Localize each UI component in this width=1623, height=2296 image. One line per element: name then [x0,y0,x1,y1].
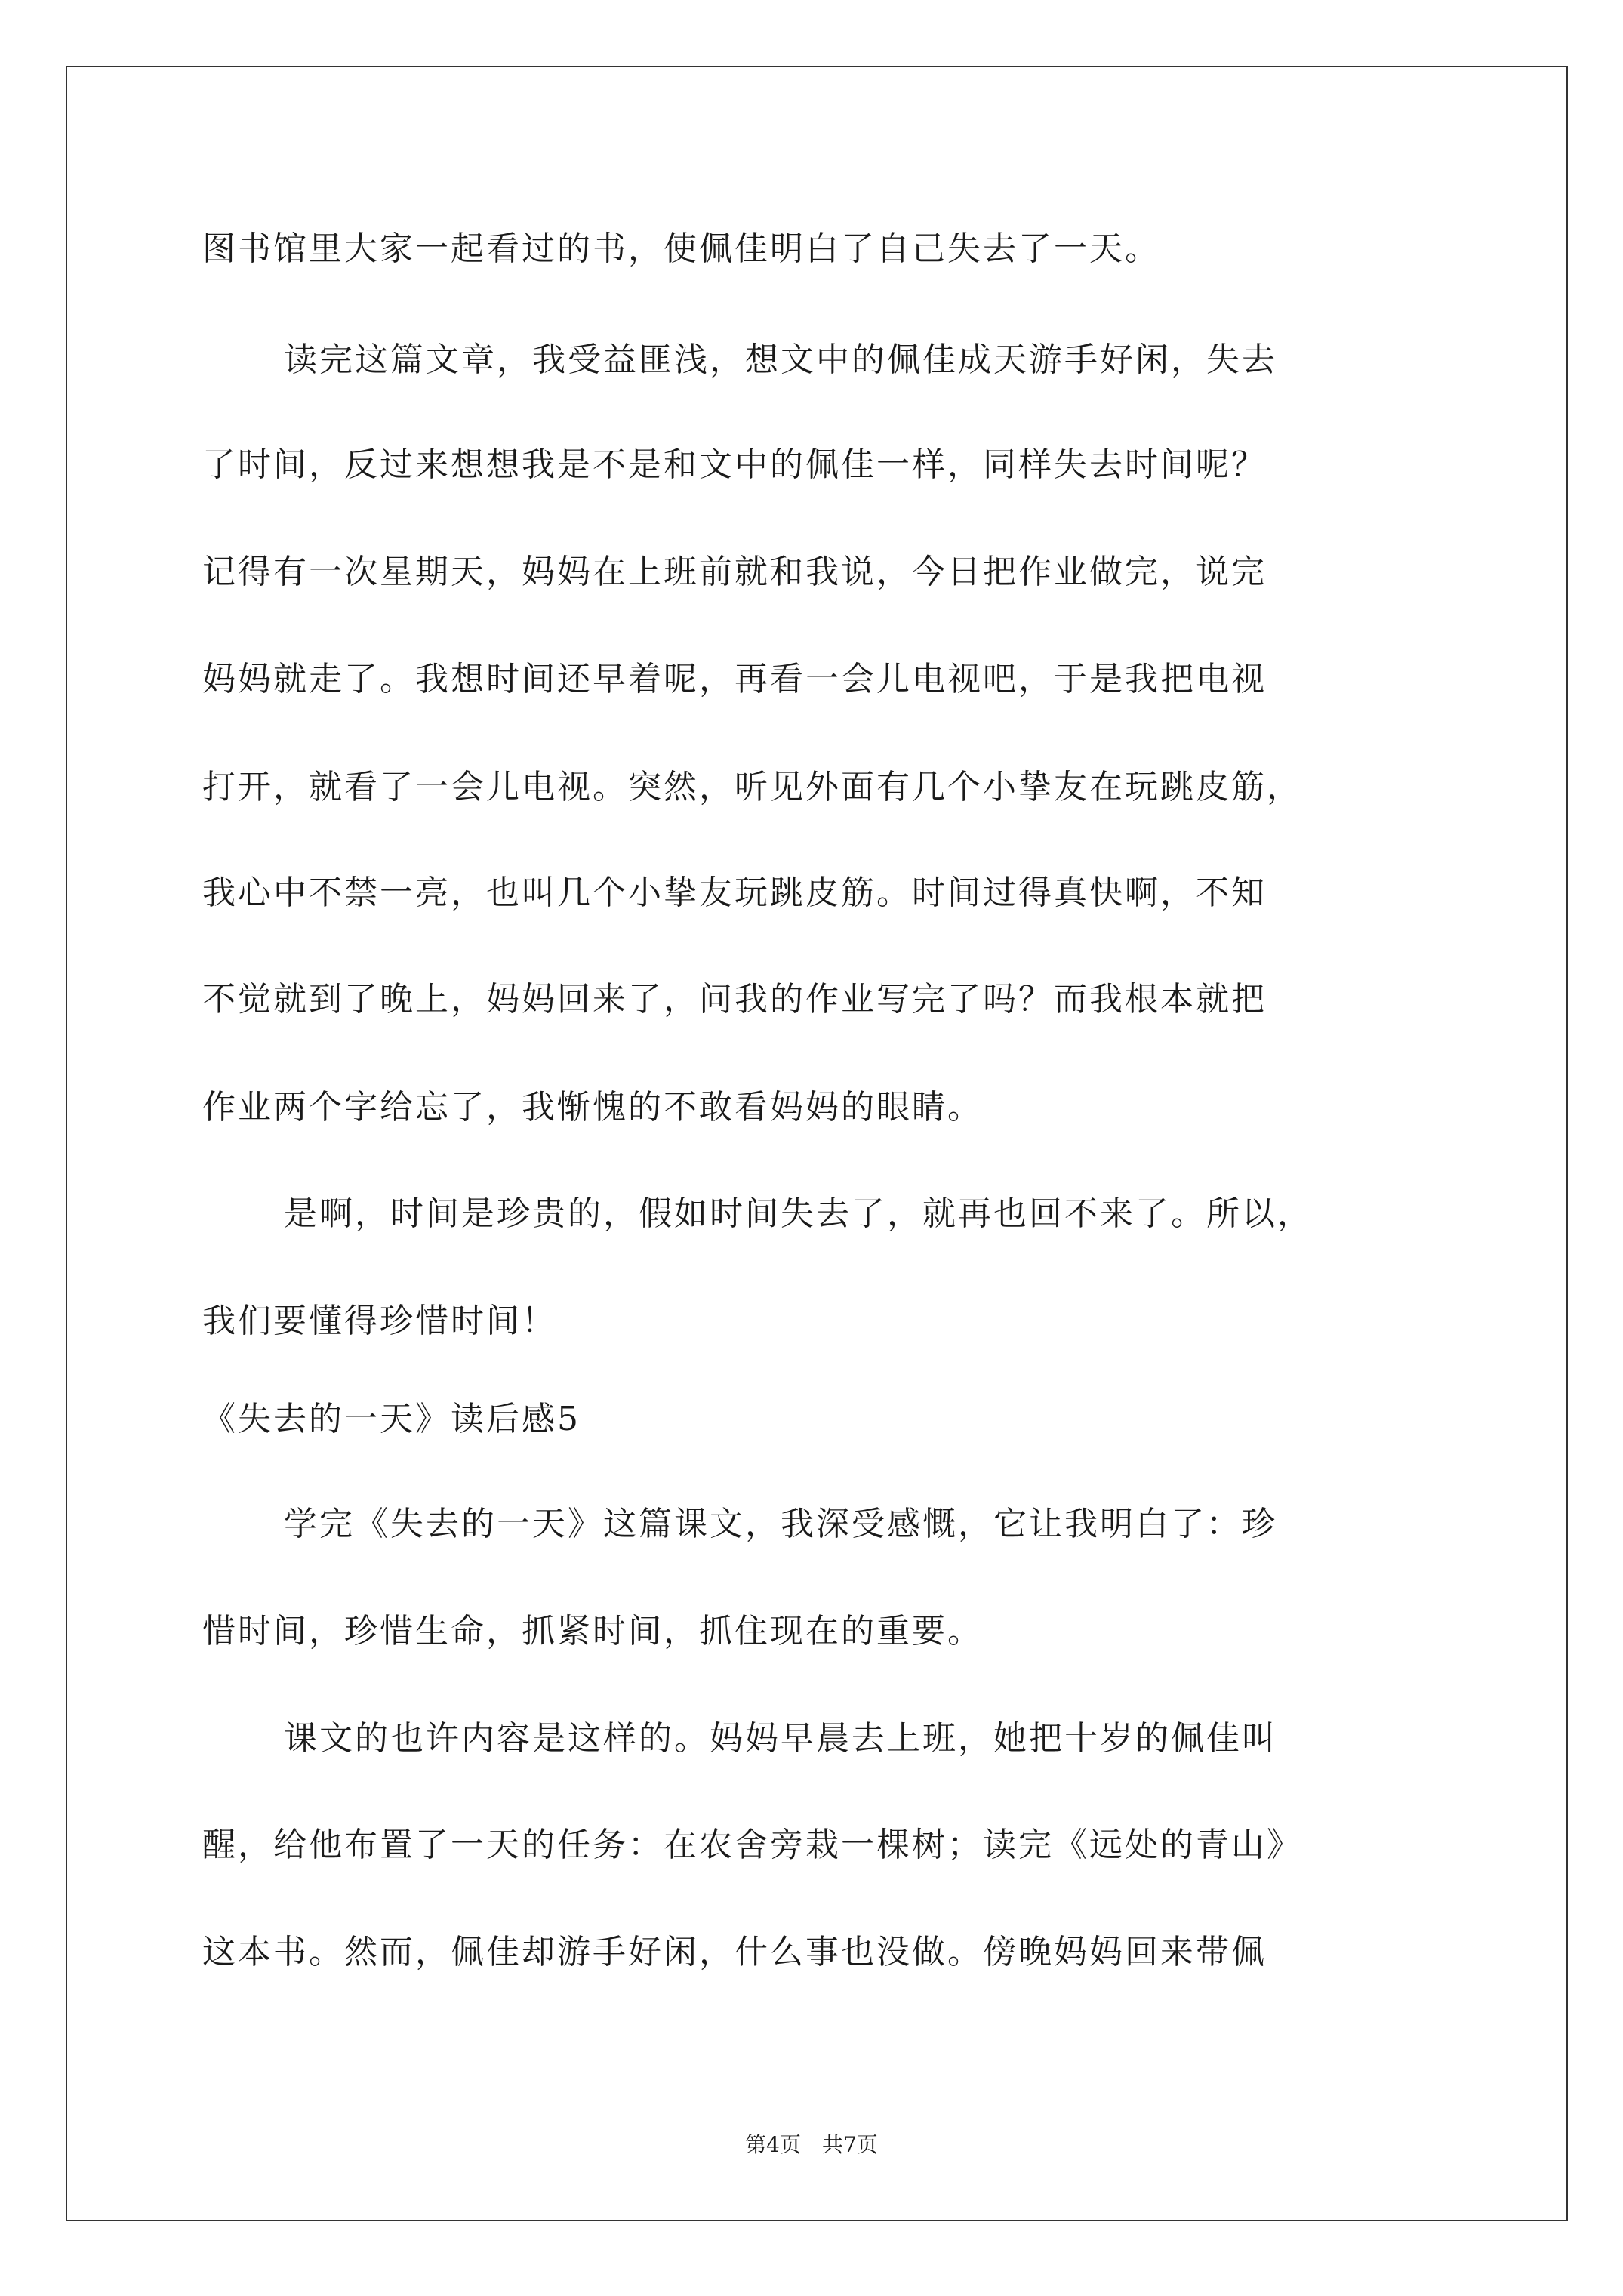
text-line: 不觉就到了晚上，妈妈回来了，问我的作业写完了吗？而我根本就把 [202,980,1267,1019]
text-line: 了时间，反过来想想我是不是和文中的佩佳一样，同样失去时间呢？ [202,445,1267,484]
text-line: 醒，给他布置了一天的任务：在农舍旁栽一棵树；读完《远处的青山》 [202,1826,1302,1864]
text-line: 我心中不禁一亮，也叫几个小挚友玩跳皮筋。时间过得真快啊，不知 [202,874,1267,912]
page-footer: 第4页 共7页 [745,2132,878,2157]
paragraph-first-line: 是啊，时间是珍贵的，假如时间失去了，就再也回不来了。所以， [284,1194,1313,1233]
text-line: 图书馆里大家一起看过的书，使佩佳明白了自己失去了一天。 [202,230,1160,268]
paragraph-first-line: 课文的也许内容是这样的。妈妈早晨去上班，她把十岁的佩佳叫 [284,1719,1277,1758]
text-line: 记得有一次星期天，妈妈在上班前就和我说，今日把作业做完，说完 [202,553,1267,591]
text-line: 妈妈就走了。我想时间还早着呢，再看一会儿电视吧，于是我把电视 [202,660,1267,698]
text-line: 这本书。然而，佩佳却游手好闲，什么事也没做。傍晚妈妈回来带佩 [202,1933,1267,1971]
text-line: 我们要懂得珍惜时间！ [202,1302,557,1340]
page-border [66,66,1568,2221]
section-heading: 《失去的一天》读后感5 [202,1400,581,1438]
paragraph-first-line: 学完《失去的一天》这篇课文，我深受感慨，它让我明白了：珍 [284,1505,1277,1543]
paragraph-first-line: 读完这篇文章，我受益匪浅，想文中的佩佳成天游手好闲，失去 [284,341,1277,379]
text-line: 惜时间，珍惜生命，抓紧时间，抓住现在的重要。 [202,1612,983,1650]
text-line: 作业两个字给忘了，我惭愧的不敢看妈妈的眼睛。 [202,1088,983,1126]
text-line: 打开，就看了一会儿电视。突然，听见外面有几个小挚友在玩跳皮筋， [202,768,1302,806]
